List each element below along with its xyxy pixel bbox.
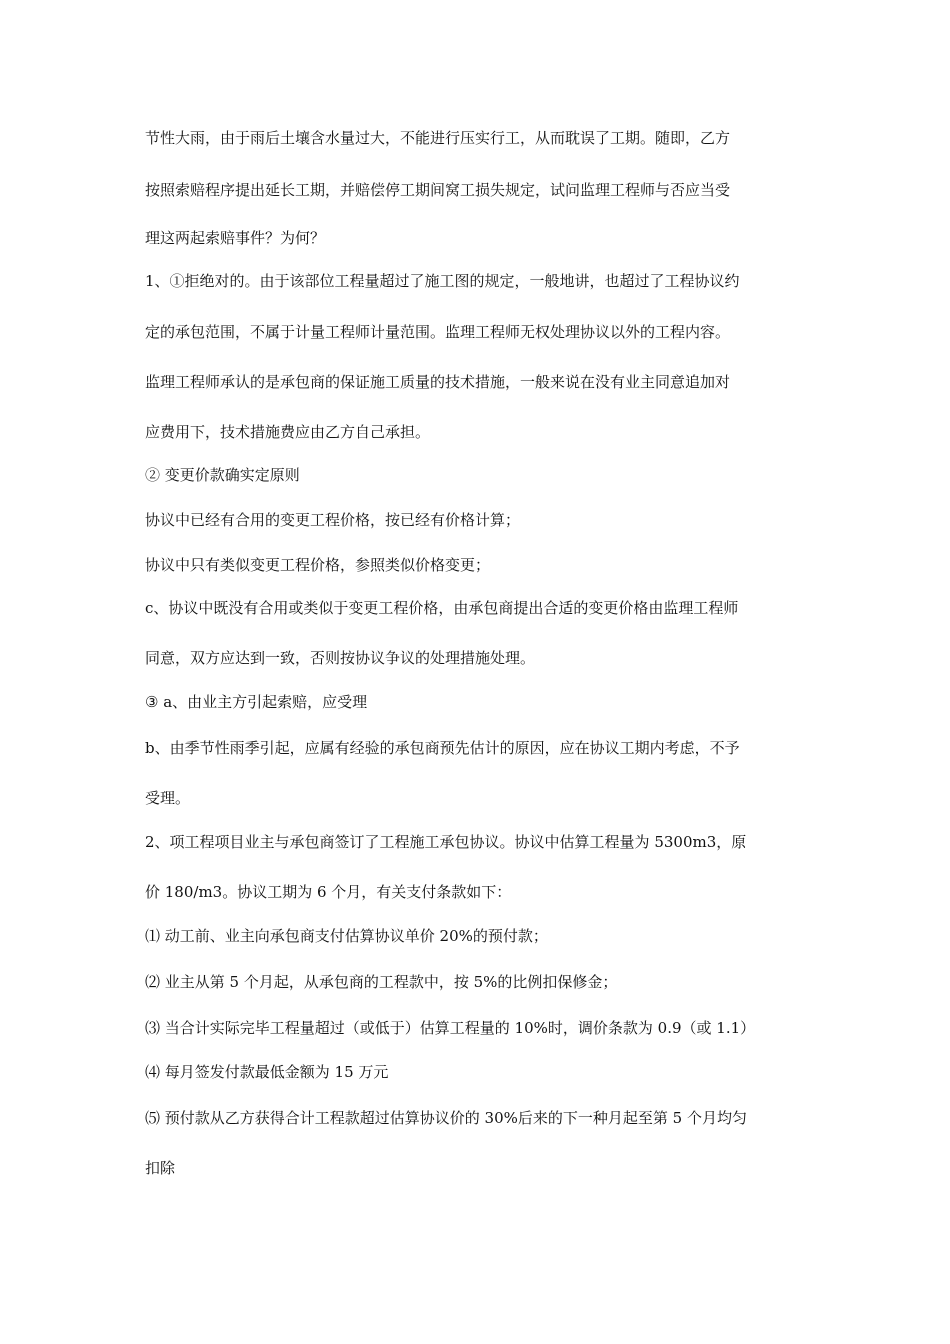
text-line: ⑸ 预付款从乙方获得合计工程款超过估算协议价的 30%后来的下一种月起至第 5 个月均匀 xyxy=(145,1109,747,1127)
text-line: 价 180/m3。协议工期为 6 个月，有关支付条款如下： xyxy=(145,883,512,901)
text-line: 节性大雨，由于雨后土壤含水量过大，不能进行压实行工，从而耽误了工期。随即，乙方 xyxy=(145,129,731,147)
text-line: 2、项工程项目业主与承包商签订了工程施工承包协议。协议中估算工程量为 5300m3，原 xyxy=(145,833,747,851)
text-line: 同意，双方应达到一致，否则按协议争议的处理措施处理。 xyxy=(145,649,536,667)
text-line: ⑷ 每月签发付款最低金额为 15 万元 xyxy=(145,1063,389,1081)
text-line: ⑵ 业主从第 5 个月起，从承包商的工程款中，按 5%的比例扣保修金； xyxy=(145,973,618,991)
text-line: 按照索赔程序提出延长工期，并赔偿停工期间窝工损失规定，试问监理工程师与否应当受 xyxy=(145,181,731,199)
text-line: ⑴ 动工前、业主向承包商支付估算协议单价 20%的预付款； xyxy=(145,927,548,945)
text-line: 定的承包范围，不属于计量工程师计量范围。监理工程师无权处理协议以外的工程内容。 xyxy=(145,323,731,341)
text-line: 协议中只有类似变更工程价格，参照类似价格变更； xyxy=(145,556,491,574)
text-line: 监理工程师承认的是承包商的保证施工质量的技术措施，一般来说在没有业主同意追加对 xyxy=(145,373,731,391)
text-line: 受理。 xyxy=(145,789,191,807)
text-line: 理这两起索赔事件？为何？ xyxy=(145,229,326,247)
text-line: 扣除 xyxy=(145,1159,176,1177)
text-line: ⑶ 当合计实际完毕工程量超过（或低于）估算工程量的 10%时，调价条款为 0.9（或 1.1） xyxy=(145,1019,756,1037)
text-line: c、协议中既没有合用或类似于变更工程价格，由承包商提出合适的变更价格由监理工程师 xyxy=(145,599,739,617)
text-line: ② 变更价款确实定原则 xyxy=(145,466,300,484)
text-line: 协议中已经有合用的变更工程价格，按已经有价格计算； xyxy=(145,511,521,529)
text-line: 应费用下，技术措施费应由乙方自己承担。 xyxy=(145,423,431,441)
text-line: 1、①拒绝对的。由于该部位工程量超过了施工图的规定，一般地讲，也超过了工程协议约 xyxy=(145,272,740,290)
text-line: ③ a、由业主方引起索赔，应受理 xyxy=(145,693,368,711)
text-line: b、由季节性雨季引起，应属有经验的承包商预先估计的原因，应在协议工期内考虑，不予 xyxy=(145,739,740,757)
